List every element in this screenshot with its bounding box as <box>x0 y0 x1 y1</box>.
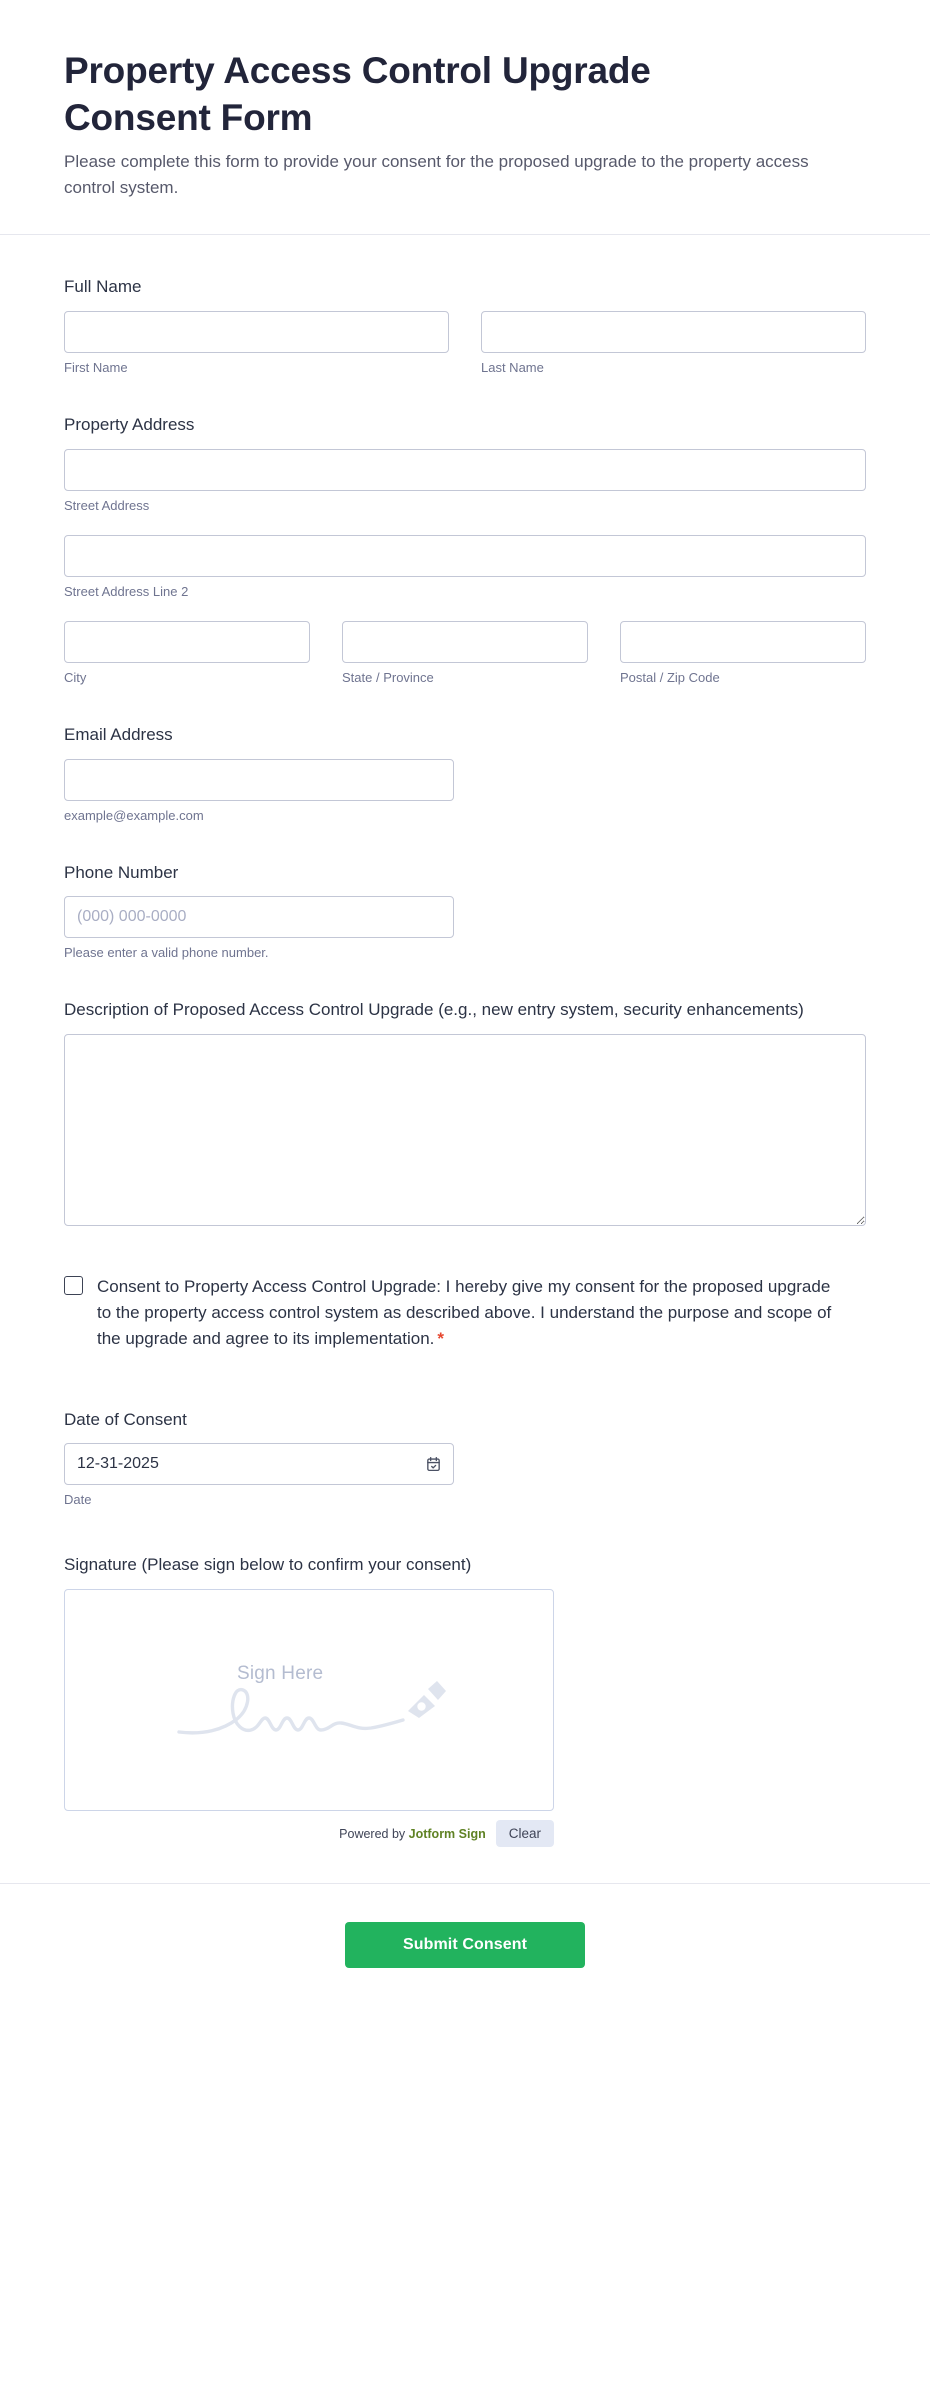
clear-signature-button[interactable]: Clear <box>496 1820 554 1847</box>
street-address-2-group <box>64 535 866 599</box>
field-description <box>64 998 866 1226</box>
description-label: Description of Proposed Access Control Upgrade (e.g., new entry system, security enhancements) <box>64 1000 804 1020</box>
field-signature <box>64 1553 866 1847</box>
consent-row[interactable] <box>64 1274 866 1351</box>
field-phone-number <box>64 861 866 961</box>
street-address-input[interactable] <box>64 449 866 491</box>
state-province-input[interactable] <box>342 621 588 663</box>
powered-by-prefix: Powered by <box>339 1826 409 1841</box>
last-name-input[interactable] <box>481 311 866 353</box>
city-group <box>64 621 310 685</box>
phone-number-label: Phone Number <box>64 862 179 882</box>
last-name-group <box>481 311 866 375</box>
full-name-label: Full Name <box>64 277 142 297</box>
page-title: Property Access Control Upgrade Consent Form <box>64 50 651 138</box>
form-header <box>0 0 930 235</box>
phone-input[interactable] <box>64 896 454 938</box>
state-group <box>342 621 588 685</box>
date-group <box>64 1443 866 1507</box>
postal-zip-sublabel: Postal / Zip Code <box>620 669 720 685</box>
city-state-zip-row <box>64 621 866 685</box>
description-textarea[interactable] <box>64 1034 866 1226</box>
first-name-group <box>64 311 449 375</box>
postal-group <box>620 621 866 685</box>
signature-footer <box>64 1820 554 1847</box>
signature-label: Signature (Please sign below to confirm your consent) <box>64 1555 472 1575</box>
phone-group <box>64 896 454 960</box>
postal-zip-input[interactable] <box>620 621 866 663</box>
consent-checkbox[interactable] <box>64 1276 83 1295</box>
first-name-input[interactable] <box>64 311 449 353</box>
jotform-sign-brand: Jotform Sign <box>408 1826 486 1841</box>
field-date-of-consent <box>64 1408 866 1508</box>
first-name-sublabel: First Name <box>64 360 128 376</box>
form-body <box>0 235 930 1847</box>
property-address-label: Property Address <box>64 415 195 435</box>
street-address-2-sublabel: Street Address Line 2 <box>64 583 189 599</box>
powered-by-text <box>339 1827 486 1841</box>
date-input-wrapper <box>64 1443 454 1485</box>
street-address-group <box>64 449 866 513</box>
submit-consent-button[interactable]: Submit Consent <box>345 1922 585 1968</box>
signature-placeholder <box>65 1657 553 1743</box>
street-address-sublabel: Street Address <box>64 497 150 513</box>
signature-squiggle-icon <box>175 1685 407 1748</box>
email-address-label: Email Address <box>64 724 173 744</box>
street-address-2-input[interactable] <box>64 535 866 577</box>
required-asterisk: * <box>437 1328 445 1348</box>
field-consent <box>64 1274 866 1351</box>
pen-nib-icon <box>405 1679 449 1726</box>
email-sublabel: example@example.com <box>64 807 204 823</box>
field-email-address <box>64 723 866 823</box>
date-of-consent-input[interactable] <box>64 1443 454 1485</box>
date-sublabel: Date <box>64 1492 92 1508</box>
sign-here-text: Sign Here <box>237 1663 324 1685</box>
state-province-sublabel: State / Province <box>342 669 434 685</box>
field-property-address <box>64 413 866 685</box>
full-name-row <box>64 311 866 375</box>
form-subtitle: Please complete this form to provide your consent for the proposed upgrade to the property access control system. <box>64 152 809 197</box>
last-name-sublabel: Last Name <box>481 360 544 376</box>
signature-pad[interactable] <box>64 1589 554 1811</box>
consent-text: Consent to Property Access Control Upgrade: I hereby give my consent for the proposed upgrade to the property access control system as described above. I understand the purpose and scope of the upgrade and agree to its implementation. <box>97 1277 832 1348</box>
signature-placeholder-inner <box>175 1657 443 1743</box>
field-full-name <box>64 275 866 375</box>
form-footer <box>0 1883 930 2028</box>
email-input[interactable] <box>64 759 454 801</box>
email-group <box>64 759 454 823</box>
date-of-consent-label: Date of Consent <box>64 1409 187 1429</box>
city-sublabel: City <box>64 669 87 685</box>
city-input[interactable] <box>64 621 310 663</box>
calendar-icon[interactable] <box>425 1456 442 1473</box>
phone-sublabel: Please enter a valid phone number. <box>64 945 269 961</box>
consent-label <box>97 1274 837 1351</box>
